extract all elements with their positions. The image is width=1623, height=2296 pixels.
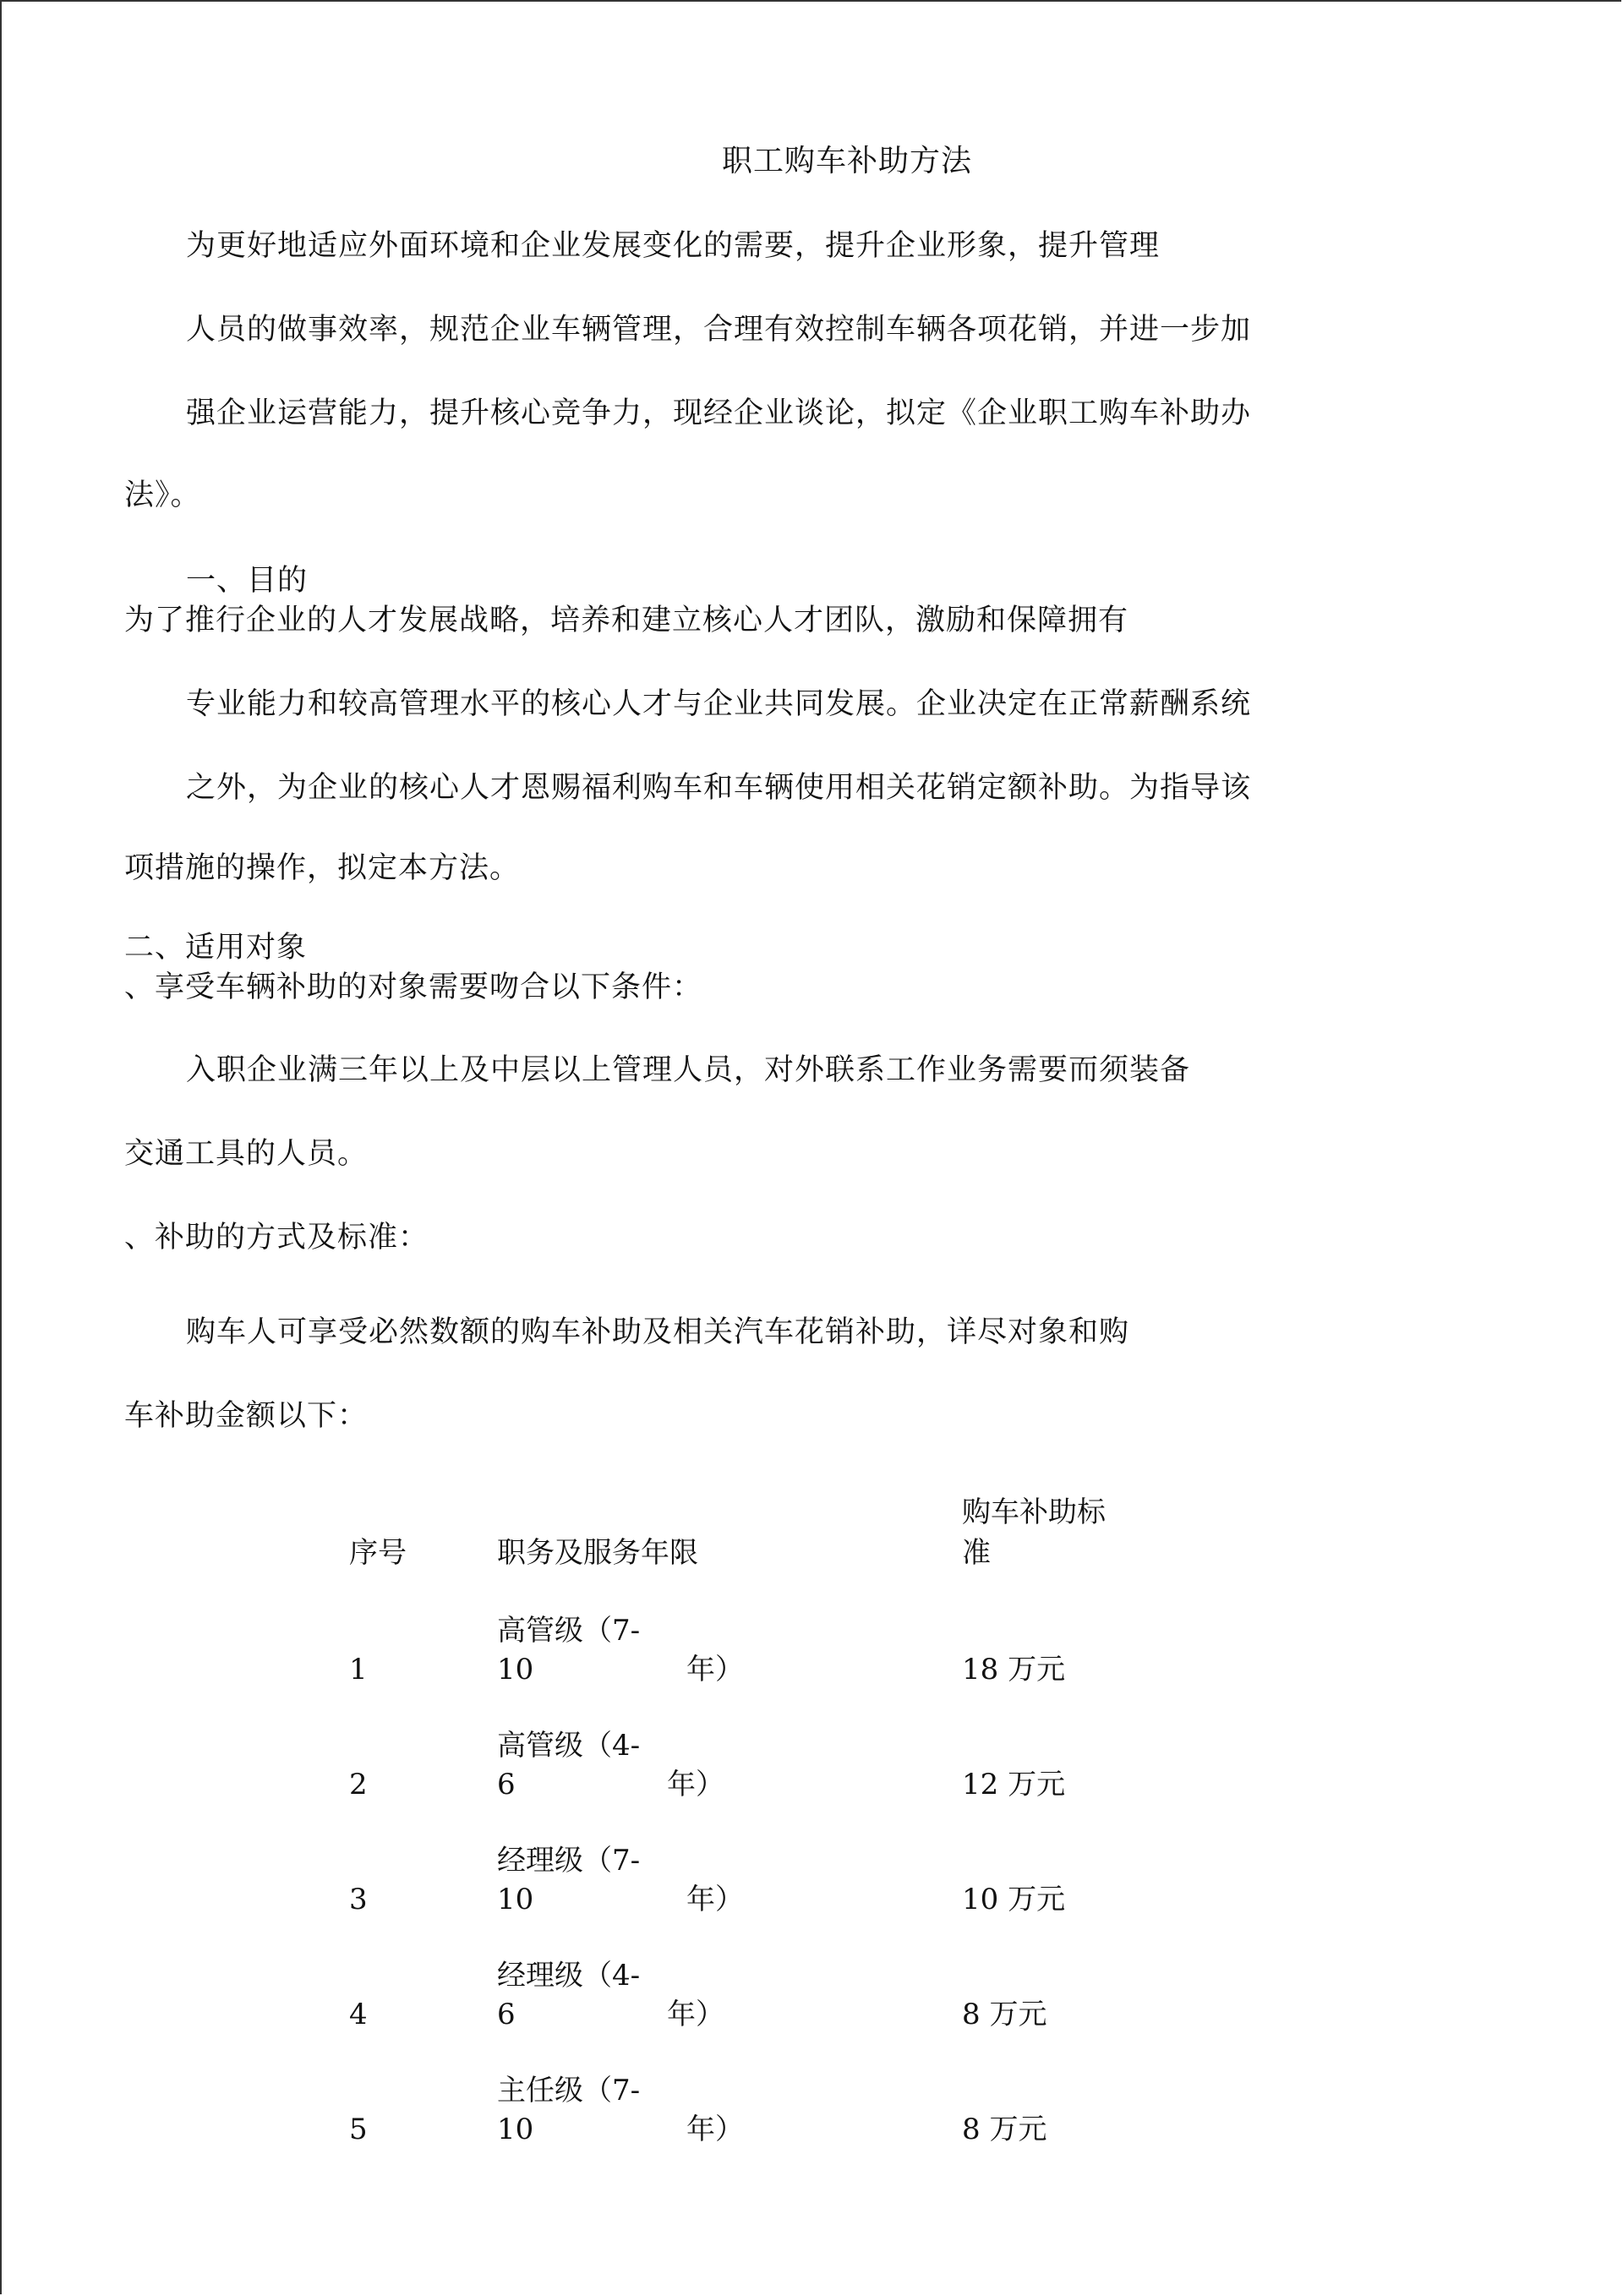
row-position-line1: 经理级（7- bbox=[497, 1844, 641, 1878]
section-heading-applicable: 二、适用对象 bbox=[124, 931, 308, 965]
row-seq: 2 bbox=[349, 1768, 368, 1801]
header-seq: 序号 bbox=[349, 1536, 407, 1570]
row-position-years: 年） bbox=[667, 1768, 724, 1801]
row-position-line1: 主任级（7- bbox=[497, 2074, 641, 2107]
row-seq: 1 bbox=[349, 1653, 368, 1686]
header-amount-line1: 购车补助标 bbox=[962, 1495, 1106, 1529]
section-heading-standard: 、补助的方式及标准： bbox=[124, 1221, 429, 1255]
paragraph-line: 购车人可享受必然数额的购车补助及相关汽车花销补助，详尽对象和购 bbox=[186, 1315, 1130, 1349]
document-title: 职工购车补助方法 bbox=[722, 144, 973, 178]
paragraph-line: 为更好地适应外面环境和企业发展变化的需要，提升企业形象，提升管理 bbox=[186, 229, 1161, 263]
paragraph-line: 入职企业满三年以上及中层以上管理人员，对外联系工作业务需要而须装备 bbox=[186, 1053, 1191, 1087]
paragraph-line: 车补助金额以下： bbox=[124, 1399, 369, 1433]
row-seq: 3 bbox=[349, 1883, 368, 1916]
paragraph-line: 交通工具的人员。 bbox=[124, 1137, 369, 1171]
row-position-line1: 高管级（7- bbox=[497, 1614, 641, 1648]
row-position-line1: 经理级（4- bbox=[497, 1959, 641, 1993]
paragraph-line: 之外，为企业的核心人才恩赐福利购车和车辆使用相关花销定额补助。为指导该 bbox=[186, 771, 1252, 805]
row-position-years: 年） bbox=[686, 1653, 744, 1686]
row-amount: 8 万元 bbox=[962, 1998, 1047, 2031]
paragraph-line: 、享受车辆补助的对象需要吻合以下条件： bbox=[124, 970, 703, 1004]
row-position-line2: 6 bbox=[497, 1998, 516, 2031]
row-seq: 4 bbox=[349, 1998, 368, 2031]
section-heading-purpose: 一、目的 bbox=[186, 564, 309, 598]
row-position-line2: 10 bbox=[497, 2113, 534, 2146]
row-amount: 12 万元 bbox=[962, 1768, 1066, 1801]
row-position-line2: 10 bbox=[497, 1883, 534, 1916]
row-seq: 5 bbox=[349, 2113, 368, 2146]
paragraph-line: 专业能力和较高管理水平的核心人才与企业共同发展。企业决定在正常薪酬系统 bbox=[186, 687, 1252, 721]
paragraph-line: 人员的做事效率，规范企业车辆管理，合理有效控制车辆各项花销，并进一步加 bbox=[186, 313, 1252, 347]
header-position: 职务及服务年限 bbox=[497, 1536, 698, 1570]
row-position-years: 年） bbox=[686, 1883, 744, 1916]
paragraph-line: 法》。 bbox=[124, 478, 201, 512]
paragraph-line: 强企业运营能力，提升核心竞争力，现经企业谈论，拟定《企业职工购车补助办 bbox=[186, 396, 1252, 430]
row-amount: 10 万元 bbox=[962, 1883, 1066, 1916]
row-position-line2: 6 bbox=[497, 1768, 516, 1801]
row-amount: 18 万元 bbox=[962, 1653, 1066, 1686]
header-amount-line2: 准 bbox=[962, 1536, 991, 1570]
row-amount: 8 万元 bbox=[962, 2113, 1047, 2146]
paragraph-line: 项措施的操作，拟定本方法。 bbox=[124, 851, 521, 885]
row-position-line2: 10 bbox=[497, 1653, 534, 1686]
row-position-years: 年） bbox=[686, 2113, 744, 2146]
row-position-line1: 高管级（4- bbox=[497, 1729, 641, 1763]
paragraph-line: 为了推行企业的人才发展战略，培养和建立核心人才团队，激励和保障拥有 bbox=[124, 604, 1129, 637]
row-position-years: 年） bbox=[667, 1998, 724, 2031]
